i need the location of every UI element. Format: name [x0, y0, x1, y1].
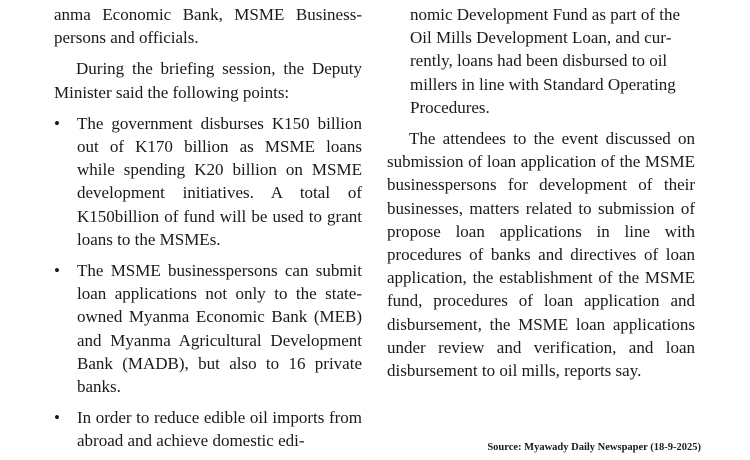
bullet-marker: •	[54, 113, 60, 133]
bullet-marker: •	[54, 261, 60, 281]
bullet-marker: •	[54, 408, 60, 428]
right-column	[387, 3, 695, 382]
bullet-text: The MSME businesspersons can submit loan applications not only to the stateowned Myanma Economic Bank (MEB) and Myanma Agricultural Development Bank (MADB), but also to 16 private banks.	[77, 261, 362, 397]
bullet-continuation: nomic Development Fund as part of the Oil Mills Development Loan, and currently, loans had been disbursed to oil millers in line with Standard Operating Procedures.	[410, 5, 681, 117]
bullet-text: The government disburses K150 billion out of K170 billion as MSME loans while spending K20 billion on MSME development initiatives. A total of K150billion of fund will be used to grant loans to the MSMEs.	[77, 113, 362, 249]
source-credit: Source: Myawady Daily Newspaper (18-9-2025)	[487, 442, 701, 453]
paragraph-attendees: The attendees to the event discussed on submission of loan application of the MSME businesspersons for development of their businesses, matters related to submission of propose loan applications in line with procedures of banks and directives of loan application, the establishment of the MSME fund, procedures of loan application and disbursement, the MSME loan applications under review and verification, and loan disbursement to oil mills, reports say.	[387, 129, 695, 381]
bullet-item-edible-oil	[54, 406, 362, 452]
bullet-item-banks	[54, 259, 362, 398]
bullet-list	[54, 112, 362, 453]
bullet-item-disbursement	[54, 112, 362, 251]
left-column	[54, 3, 362, 453]
paragraph-continuation: anma Economic Bank, MSME Businesspersons and officials.	[54, 5, 362, 48]
paragraph-briefing-intro: During the briefing session, the Deputy Minister said the following points:	[54, 59, 362, 102]
bullet-text: In order to reduce edible oil imports from abroad and achieve domestic edi-	[77, 408, 362, 451]
